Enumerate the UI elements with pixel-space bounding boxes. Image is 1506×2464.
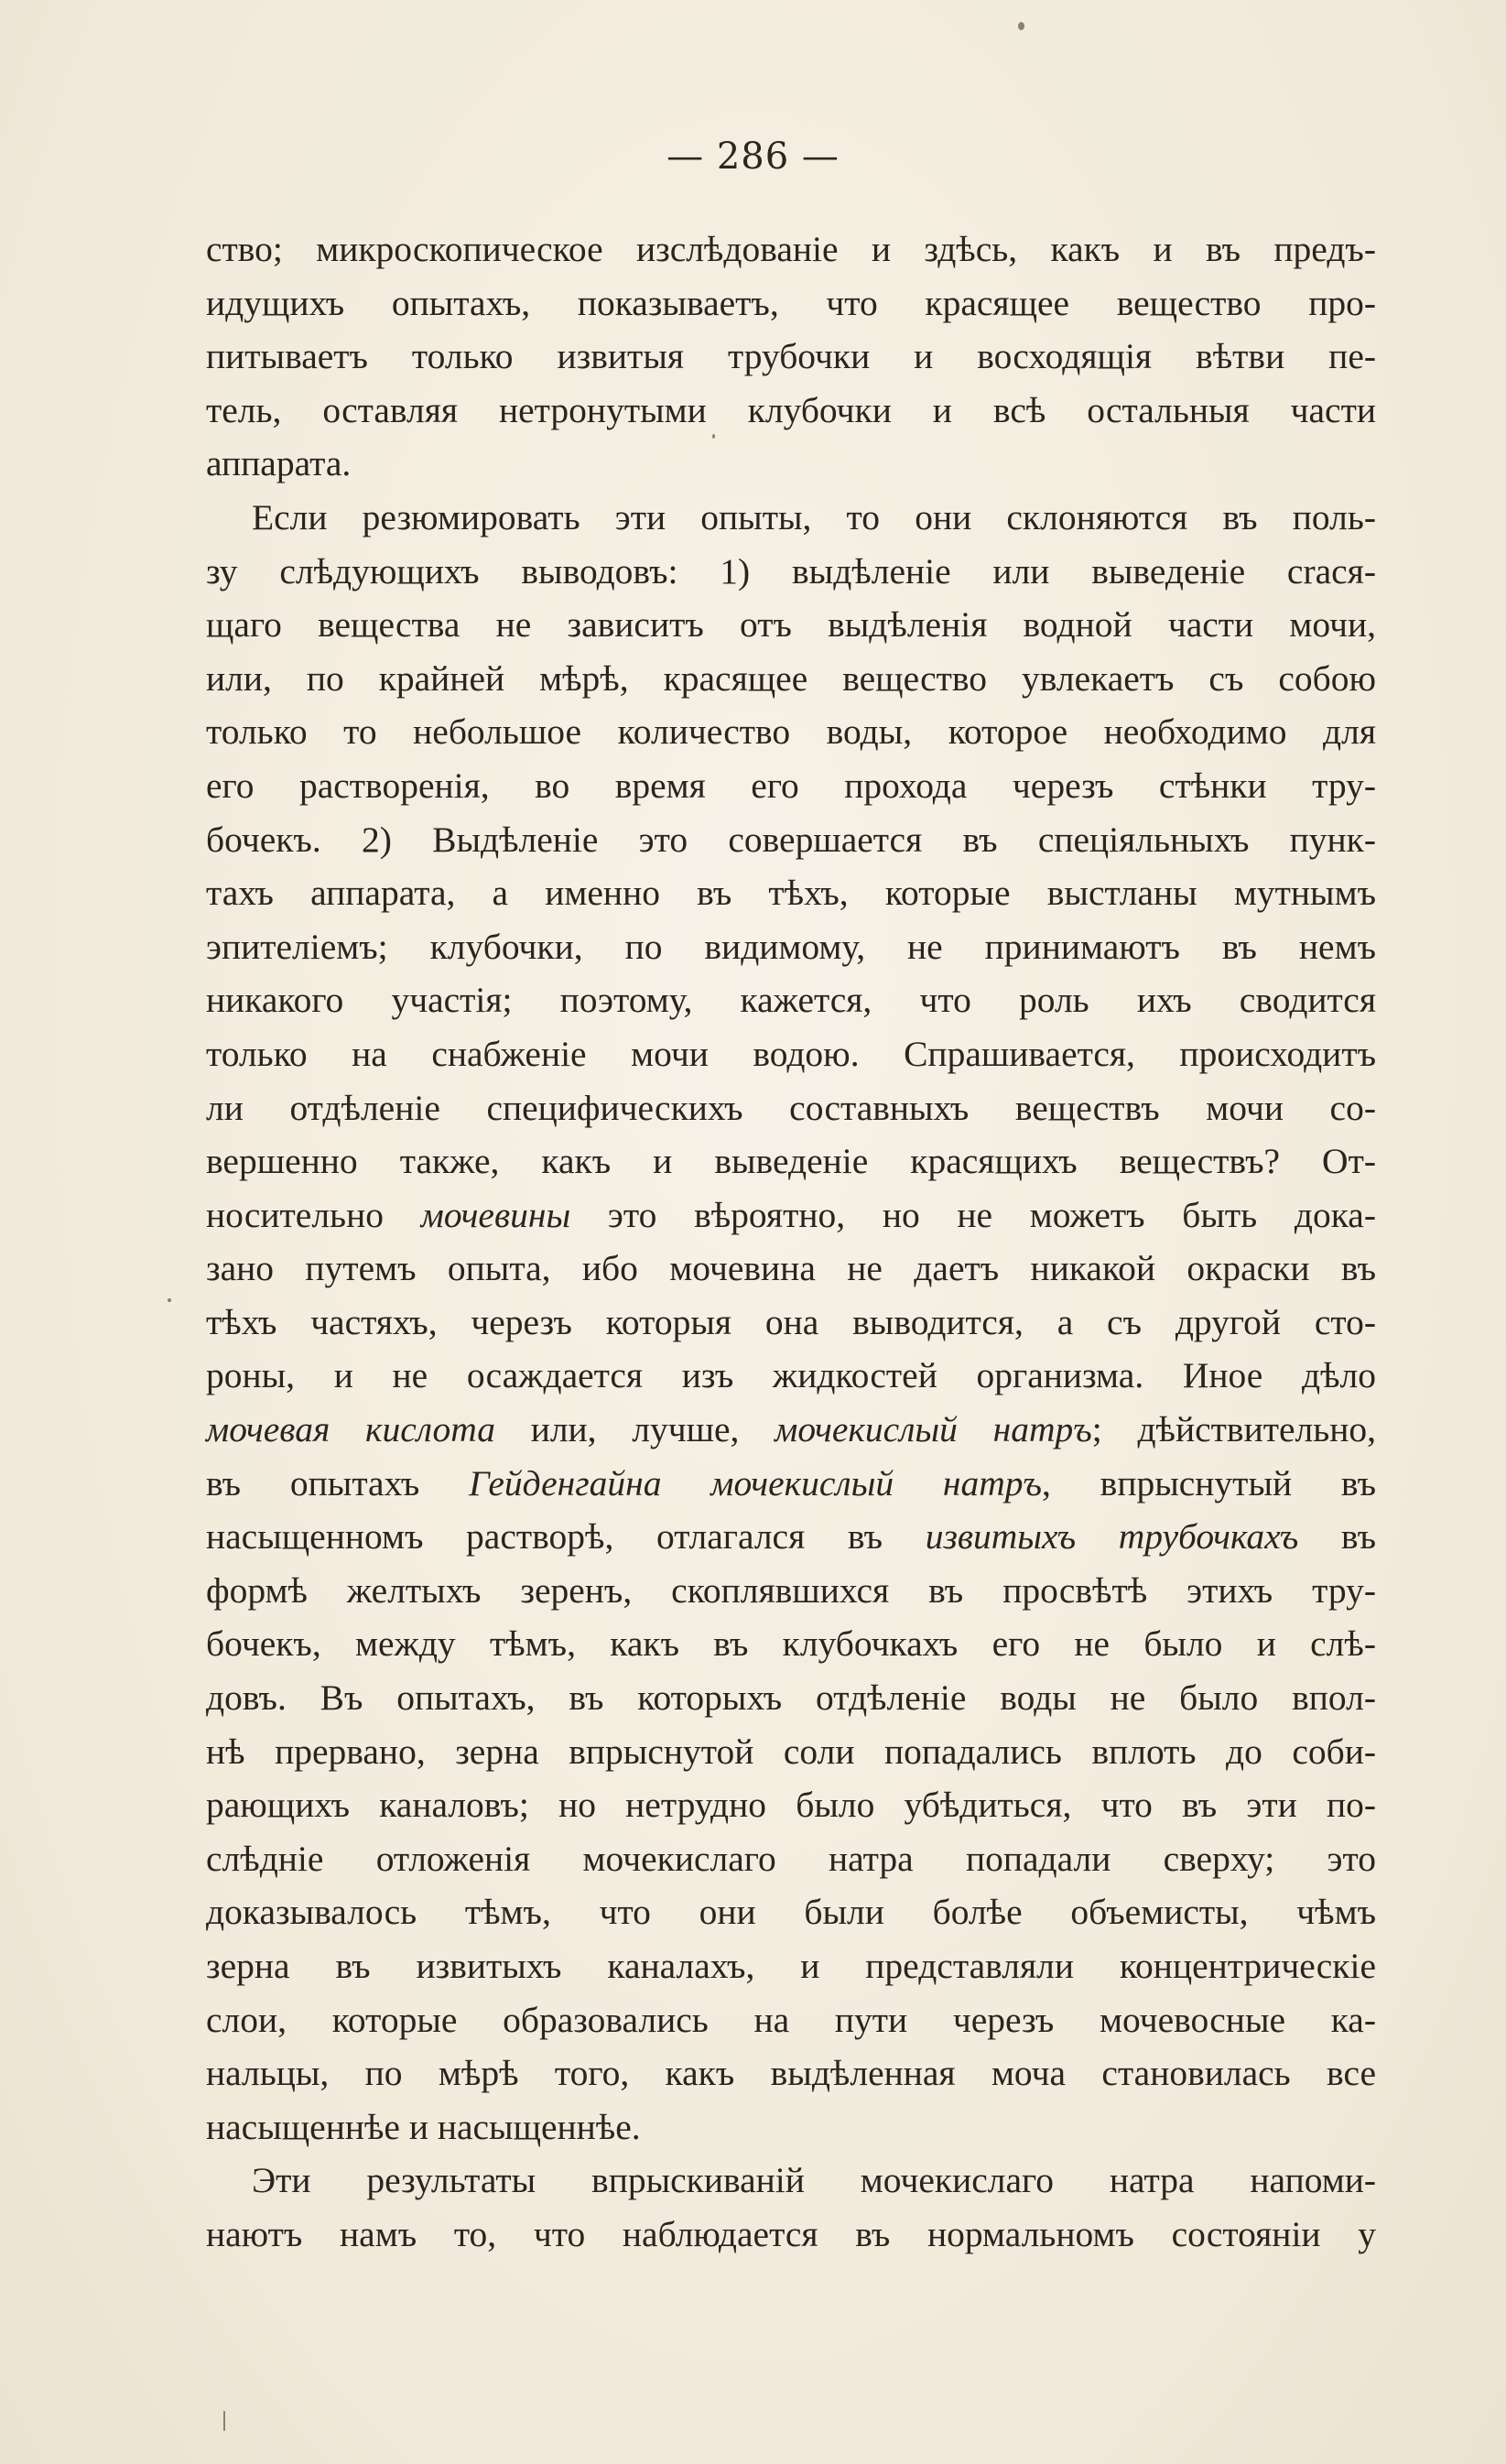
text-line: Если резюмировать эти опыты, то они склоняются въ поль- xyxy=(252,496,1376,537)
paper-speck xyxy=(712,434,715,439)
text-line: слѣдніе отложенія мочекислаго натра попадали сверху; это xyxy=(206,1838,1376,1879)
text-line: зу слѣдующихъ выводовъ: 1) выдѣленіе или выведеніе craся- xyxy=(206,550,1376,592)
text-line: тахъ аппарата, а именно въ тѣхъ, которые выстланы мутнымъ xyxy=(206,873,1376,914)
text-line: только то небольшое количество воды, которое необходимо для xyxy=(206,711,1376,753)
text-line: его растворенія, во время его прохода черезъ стѣнки тру- xyxy=(206,765,1376,806)
text-line: формѣ желтыхъ зеренъ, скоплявшихся въ просвѣтѣ этихъ тру- xyxy=(206,1569,1376,1611)
text-line: нѣ прервано, зерна впрыснутой соли попадались вплоть до соби- xyxy=(206,1731,1376,1772)
text-line: носительно мочевины это вѣроятно, но не можетъ быть дока- xyxy=(206,1194,1376,1235)
text-line: слои, которые образовались на пути черезъ мочевосные ка- xyxy=(206,1999,1376,2040)
text-line: зано путемъ опыта, ибо мочевина не даетъ никакой окраски въ xyxy=(206,1248,1376,1289)
text-line: эпителіемъ; клубочки, по видимому, не принимаютъ въ немъ xyxy=(206,926,1376,967)
text-line: ство; микроскопическое изслѣдованіе и здѣсь, какъ и въ предъ- xyxy=(206,229,1376,269)
text-line: никакого участія; поэтому, кажется, что роль ихъ сводится xyxy=(206,980,1376,1021)
paper-speck xyxy=(1018,22,1024,30)
paper-speck xyxy=(168,1298,171,1302)
text-line: тѣхъ частяхъ, черезъ которыя она выводится, а съ другой сто- xyxy=(206,1301,1376,1342)
text-line: нальцы, по мѣрѣ того, какъ выдѣленная моча становилась все xyxy=(206,2053,1376,2094)
text-line: насыщеннѣе и насыщеннѣе. xyxy=(206,2106,641,2147)
paragraph-3 xyxy=(206,2154,1376,2261)
text-line: тель, оставляя нетронутыми клубочки и всѣ остальныя части xyxy=(206,389,1376,430)
text-line: Эти результаты впрыскиваній мочекислаго натра напоми- xyxy=(252,2160,1376,2201)
body-text xyxy=(206,223,1376,2262)
text-line: въ опытахъ Гейденгайна мочекислый натръ, впрыснутый въ xyxy=(206,1462,1377,1503)
paragraph-1 xyxy=(206,223,1376,491)
text-line: идущихъ опытахъ, показываетъ, что красящее вещество про- xyxy=(206,282,1376,323)
text-line: только на снабженіе мочи водою. Спрашивается, происходитъ xyxy=(206,1033,1376,1074)
text-line: бочекъ. 2) Выдѣленіе это совершается въ спеціяльныхъ пунк- xyxy=(206,819,1376,860)
text-line: зерна въ извитыхъ каналахъ, и представляли концентрическіе xyxy=(206,1946,1376,1986)
text-line: или, по крайней мѣрѣ, красящее вещество увлекаетъ съ собою xyxy=(206,657,1376,699)
text-line: питываетъ только извитыя трубочки и восходящія вѣтви пе- xyxy=(206,336,1376,377)
text-line: щаго вещества не зависитъ отъ выдѣленія водной части мочи, xyxy=(206,604,1376,646)
text-line: роны, и не осаждается изъ жидкостей организма. Иное дѣло xyxy=(206,1355,1376,1396)
text-line: мочевая кислота или, лучше, мочекислый натръ; дѣйствительно, xyxy=(206,1409,1376,1450)
text-line: вершенно также, какъ и выведеніе красящихъ веществъ? От- xyxy=(206,1141,1376,1182)
text-line: аппарата. xyxy=(206,443,352,484)
text-line: бочекъ, между тѣмъ, какъ въ клубочкахъ его не было и слѣ- xyxy=(206,1623,1376,1665)
text-line: ли отдѣленіе специфическихъ составныхъ веществъ мочи со- xyxy=(206,1087,1376,1128)
text-line: довъ. Въ опытахъ, въ которыхъ отдѣленіе воды не было впол- xyxy=(206,1677,1376,1719)
text-line: наютъ намъ то, что наблюдается въ нормальномъ состояніи у xyxy=(206,2213,1376,2254)
text-line: рающихъ каналовъ; но нетрудно было убѣдиться, что въ эти по- xyxy=(206,1785,1376,1826)
page-number: — 286 — xyxy=(666,136,840,178)
text-line: доказывалось тѣмъ, что они были болѣе объемисты, чѣмъ xyxy=(206,1892,1376,1933)
paper-speck xyxy=(223,2411,225,2431)
paragraph-2 xyxy=(206,491,1376,2154)
text-line: насыщенномъ растворѣ, отлагался въ извитыхъ трубочкахъ въ xyxy=(206,1516,1377,1558)
